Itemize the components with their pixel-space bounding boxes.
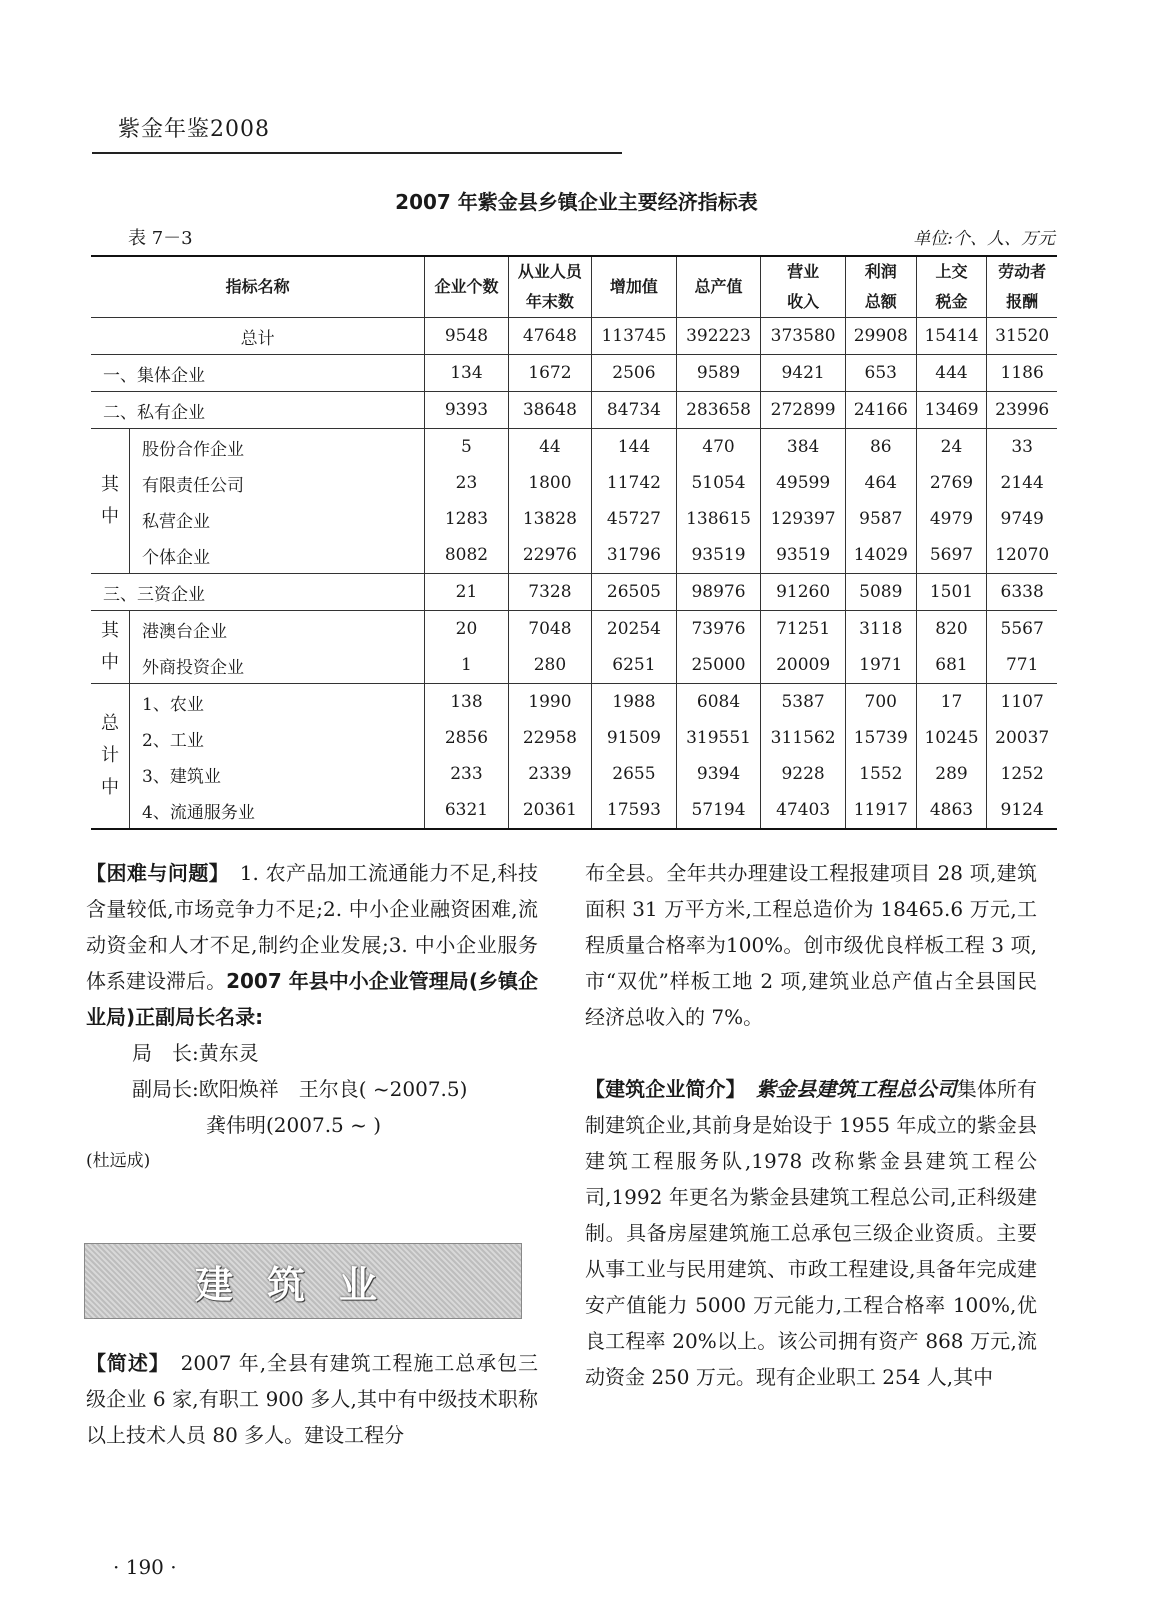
intro-text: 集体所有制建筑企业,其前身是始设于 1955 年成立的紫金县建筑工程服务队,1978 改称紫金县建筑工程公司,1992 年更名为紫金县建筑工程总公司,正科级建制。具备房屋建筑施工总承包三级企业资质。主要从事工业与民用建筑、市政工程建设,具备年完成建安产值能力 5000 万元能力,工程合格率 100%,优良工程率 20%以上。该公司拥有资产 868 万元,流动资金 250 万元。现有企业职工 254 人,其中 [585, 1077, 1038, 1389]
table-row [91, 720, 1057, 756]
table-row [91, 355, 1057, 392]
table-cell: 9548 [425, 318, 508, 355]
table-cell: 25000 [676, 647, 761, 684]
table-unit: 单位:个、人、万元 [913, 229, 1055, 249]
table-cell: 2144 [987, 465, 1057, 501]
officials-list-heading: 2007 年县中小企业管理局(乡镇企业局)正副局长名录: [86, 969, 538, 1029]
table-cell: 8082 [425, 537, 508, 574]
table-cell: 280 [508, 647, 591, 684]
overview-block [86, 1345, 538, 1453]
table-cell: 6321 [425, 792, 508, 829]
intro-heading: 【建筑企业简介】 [585, 1077, 736, 1101]
table-cell: 15739 [845, 720, 916, 756]
table-cell: 392223 [676, 318, 761, 355]
row-label: 1、农业 [130, 684, 425, 721]
table-cell: 1990 [508, 684, 591, 721]
table-cell: 1501 [916, 574, 987, 611]
row-group-label: 总 计 中 [91, 684, 130, 830]
table-row [91, 392, 1057, 429]
table-cell: 6338 [987, 574, 1057, 611]
table-cell: 653 [845, 355, 916, 392]
table-cell: 20 [425, 611, 508, 648]
table-cell: 93519 [676, 537, 761, 574]
overview-paragraph [86, 1345, 538, 1453]
row-label: 总计 [91, 318, 425, 355]
table-cell: 2655 [592, 756, 677, 792]
table-cell: 771 [987, 647, 1057, 684]
running-header: 紫金年鉴2008 [118, 117, 270, 142]
table-cell: 14029 [845, 537, 916, 574]
table-cell: 23 [425, 465, 508, 501]
table-cell: 91260 [761, 574, 846, 611]
table-cell: 45727 [592, 501, 677, 537]
table-row [91, 756, 1057, 792]
table-cell: 38648 [508, 392, 591, 429]
problems-paragraph [86, 855, 538, 1035]
table-cell: 31520 [987, 318, 1057, 355]
problems-heading: 【困难与问题】 [86, 861, 220, 885]
company-name: 紫金县建筑工程总公司 [755, 1077, 957, 1101]
row-label: 3、建筑业 [130, 756, 425, 792]
col-header-employees: 从业人员 年末数 [508, 256, 591, 318]
table-cell: 22976 [508, 537, 591, 574]
table-header-row [91, 256, 1057, 318]
table-cell: 5387 [761, 684, 846, 721]
table-row [91, 684, 1057, 721]
row-group-label: 其 中 [91, 611, 130, 684]
page-number: · 190 · [113, 1555, 177, 1579]
table-cell: 20037 [987, 720, 1057, 756]
table-cell: 700 [845, 684, 916, 721]
table-cell: 9394 [676, 756, 761, 792]
table-cell: 73976 [676, 611, 761, 648]
table-cell: 9124 [987, 792, 1057, 829]
table-cell: 138 [425, 684, 508, 721]
table-cell: 1552 [845, 756, 916, 792]
table-cell: 15414 [916, 318, 987, 355]
table-cell: 31796 [592, 537, 677, 574]
director-line: 局 长:黄东灵 [132, 1041, 259, 1065]
col-header-name: 指标名称 [91, 256, 425, 318]
overview-continued: 布全县。全年共办理建设工程报建项目 28 项,建筑面积 31 万平方米,工程总造价为 18465.6 万元,工程质量合格率为100%。创市级优良样板工程 3 项,市“双优”样板工地 2 项,建筑业总产值占全县国民经济总收入的 7%。 [585, 861, 1037, 1029]
table-cell: 20254 [592, 611, 677, 648]
company-intro-paragraph [585, 1071, 1037, 1395]
table-cell: 681 [916, 647, 987, 684]
table-cell: 5089 [845, 574, 916, 611]
deputy-line-2: 龚伟明(2007.5 ~ ) [206, 1113, 382, 1137]
table-cell: 1971 [845, 647, 916, 684]
table-cell: 29908 [845, 318, 916, 355]
table-cell: 10245 [916, 720, 987, 756]
table-cell: 2339 [508, 756, 591, 792]
table-cell: 129397 [761, 501, 846, 537]
overview-heading: 【简述】 [86, 1351, 160, 1375]
col-header-pay: 劳动者 报酬 [987, 256, 1057, 318]
table-row [91, 611, 1057, 648]
table-cell: 98976 [676, 574, 761, 611]
table-cell: 1672 [508, 355, 591, 392]
table-cell: 17593 [592, 792, 677, 829]
table-cell: 20361 [508, 792, 591, 829]
table-cell: 2506 [592, 355, 677, 392]
table-cell: 49599 [761, 465, 846, 501]
row-label: 个体企业 [130, 537, 425, 574]
table-cell: 233 [425, 756, 508, 792]
row-label: 二、私有企业 [91, 392, 425, 429]
author-credit: (杜远成) [86, 1151, 151, 1171]
row-label: 2、工业 [130, 720, 425, 756]
col-header-value-added: 增加值 [592, 256, 677, 318]
table-cell: 384 [761, 429, 846, 466]
row-label: 有限责任公司 [130, 465, 425, 501]
row-label: 一、集体企业 [91, 355, 425, 392]
table-cell: 4863 [916, 792, 987, 829]
table-cell: 24 [916, 429, 987, 466]
left-column [86, 855, 538, 1179]
overview-text: 2007 年,全县有建筑工程施工总承包三级企业 6 家,有职工 900 多人,其中有中级技术职称以上技术人员 80 多人。建设工程分 [86, 1351, 539, 1447]
table-cell: 319551 [676, 720, 761, 756]
table-cell: 5697 [916, 537, 987, 574]
table-cell: 9393 [425, 392, 508, 429]
table-cell: 71251 [761, 611, 846, 648]
table-cell: 1988 [592, 684, 677, 721]
table-row [91, 647, 1057, 684]
table-cell: 86 [845, 429, 916, 466]
economic-indicators-table [91, 255, 1057, 830]
table-cell: 22958 [508, 720, 591, 756]
table-row [91, 465, 1057, 501]
table-cell: 7048 [508, 611, 591, 648]
table-cell: 138615 [676, 501, 761, 537]
table-cell: 44 [508, 429, 591, 466]
row-label: 三、三资企业 [91, 574, 425, 611]
section-banner [84, 1243, 522, 1319]
table-cell: 24166 [845, 392, 916, 429]
table-cell: 84734 [592, 392, 677, 429]
table-cell: 13828 [508, 501, 591, 537]
table-cell: 283658 [676, 392, 761, 429]
col-header-revenue: 营业 收入 [761, 256, 846, 318]
problems-text: 1. 农产品加工流通能力不足,科技含量较低,市场竞争力不足;2. 中小企业融资困难,流动资金和人才不足,制约企业发展;3. 中小企业服务体系建设滞后。 [86, 861, 539, 993]
table-row [91, 318, 1057, 355]
table-cell: 820 [916, 611, 987, 648]
table-cell: 2856 [425, 720, 508, 756]
table-row [91, 792, 1057, 829]
table-cell: 373580 [761, 318, 846, 355]
table-cell: 4979 [916, 501, 987, 537]
table-cell: 57194 [676, 792, 761, 829]
table-cell: 5 [425, 429, 508, 466]
row-label: 私营企业 [130, 501, 425, 537]
table-cell: 33 [987, 429, 1057, 466]
col-header-enterprises: 企业个数 [425, 256, 508, 318]
table-cell: 51054 [676, 465, 761, 501]
table-cell: 11917 [845, 792, 916, 829]
col-header-tax: 上交 税金 [916, 256, 987, 318]
table-cell: 134 [425, 355, 508, 392]
row-group-label: 其 中 [91, 429, 130, 574]
header-divider [92, 152, 622, 154]
table-cell: 9421 [761, 355, 846, 392]
table-cell: 47648 [508, 318, 591, 355]
row-label: 外商投资企业 [130, 647, 425, 684]
table-cell: 1800 [508, 465, 591, 501]
table-cell: 1107 [987, 684, 1057, 721]
table-cell: 1252 [987, 756, 1057, 792]
row-label: 4、流通服务业 [130, 792, 425, 829]
table-cell: 7328 [508, 574, 591, 611]
table-cell: 311562 [761, 720, 846, 756]
table-cell: 93519 [761, 537, 846, 574]
table-cell: 1186 [987, 355, 1057, 392]
table-cell: 47403 [761, 792, 846, 829]
table-cell: 11742 [592, 465, 677, 501]
table-cell: 6084 [676, 684, 761, 721]
table-cell: 20009 [761, 647, 846, 684]
table-number: 表 7－3 [128, 228, 193, 249]
table-cell: 113745 [592, 318, 677, 355]
table-cell: 444 [916, 355, 987, 392]
col-header-output: 总产值 [676, 256, 761, 318]
row-label: 港澳台企业 [130, 611, 425, 648]
table-row [91, 429, 1057, 466]
table-cell: 9587 [845, 501, 916, 537]
table-cell: 5567 [987, 611, 1057, 648]
col-header-profit: 利润 总额 [845, 256, 916, 318]
table-cell: 6251 [592, 647, 677, 684]
table-cell: 3118 [845, 611, 916, 648]
row-label: 股份合作企业 [130, 429, 425, 466]
table-cell: 17 [916, 684, 987, 721]
right-column [585, 855, 1037, 1395]
table-cell: 1 [425, 647, 508, 684]
table-cell: 13469 [916, 392, 987, 429]
table-cell: 2769 [916, 465, 987, 501]
table-cell: 144 [592, 429, 677, 466]
table-cell: 464 [845, 465, 916, 501]
table-row [91, 537, 1057, 574]
table-cell: 272899 [761, 392, 846, 429]
table-cell: 470 [676, 429, 761, 466]
table-cell: 9589 [676, 355, 761, 392]
table-cell: 9749 [987, 501, 1057, 537]
table-cell: 289 [916, 756, 987, 792]
section-title: 建筑业 [194, 1262, 411, 1307]
table-cell: 1283 [425, 501, 508, 537]
table-row [91, 501, 1057, 537]
table-cell: 23996 [987, 392, 1057, 429]
table-cell: 91509 [592, 720, 677, 756]
table-title: 2007 年紫金县乡镇企业主要经济指标表 [395, 190, 758, 214]
table-cell: 9228 [761, 756, 846, 792]
table-row [91, 574, 1057, 611]
deputy-line-1: 副局长:欧阳焕祥 王尔良( ~2007.5) [132, 1077, 468, 1101]
table-cell: 26505 [592, 574, 677, 611]
table-cell: 21 [425, 574, 508, 611]
table-cell: 12070 [987, 537, 1057, 574]
